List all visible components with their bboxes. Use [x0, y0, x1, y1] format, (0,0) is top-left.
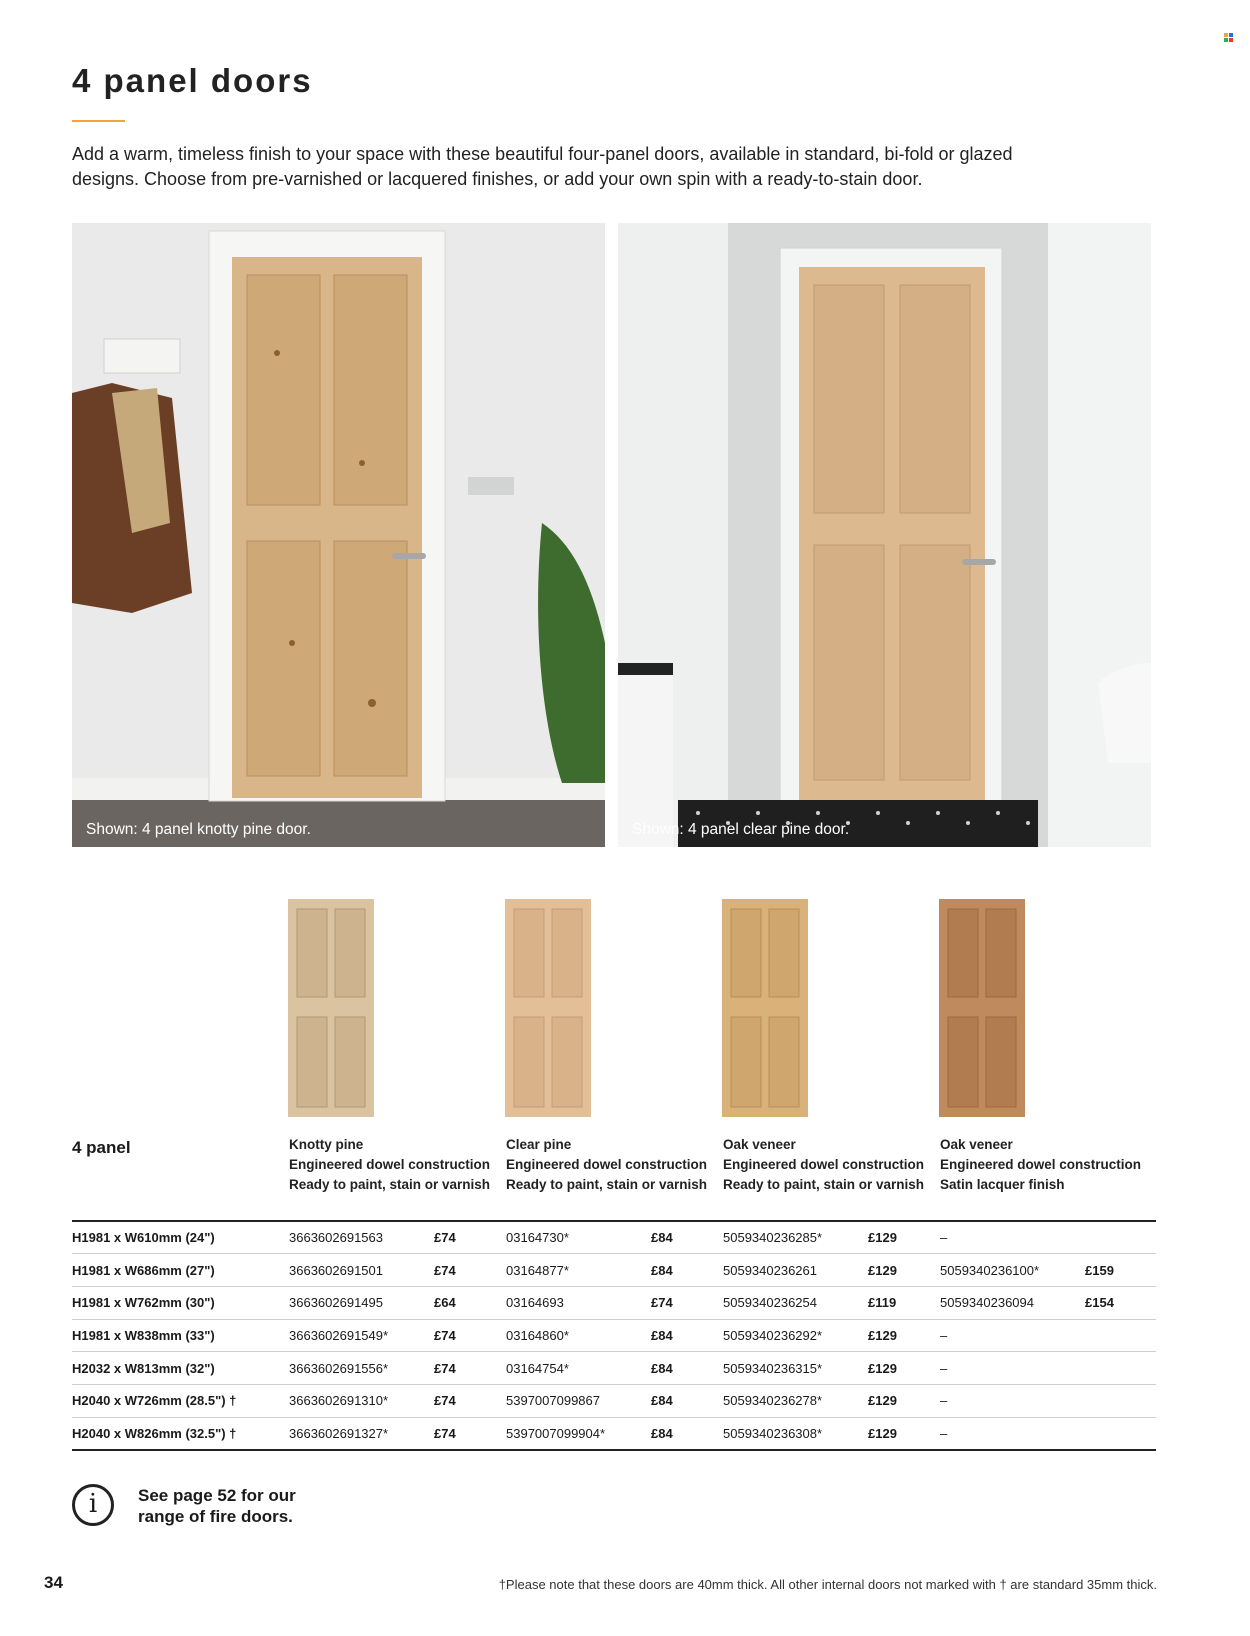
column-header-line: Ready to paint, stain or varnish: [289, 1177, 491, 1192]
price: £64: [434, 1295, 456, 1311]
thickness-footnote: †Please note that these doors are 40mm thick. All other internal doors not marked with † are standard 35mm thick.: [498, 1577, 1157, 1592]
price: £74: [434, 1327, 456, 1343]
price: £129: [868, 1360, 897, 1376]
photo-knotty-pine-door: [72, 223, 605, 847]
column-header-line: Oak veneer: [723, 1137, 796, 1152]
price: £129: [868, 1262, 897, 1278]
logo-square-3: [1224, 38, 1228, 42]
product-code: 5059340236285*: [723, 1230, 823, 1246]
table-row: [72, 1221, 1156, 1254]
product-code: 5059340236254: [723, 1295, 817, 1311]
price: £129: [868, 1327, 897, 1343]
brand-logo: [1224, 33, 1233, 42]
column-header-line: Oak veneer: [940, 1137, 1013, 1152]
product-code: –: [940, 1425, 948, 1441]
photo-caption: Shown: 4 panel clear pine door.: [632, 821, 850, 838]
price: £84: [651, 1393, 673, 1409]
price: £84: [651, 1425, 673, 1441]
price: [1085, 1319, 1156, 1352]
product-code: 3663602691501: [289, 1262, 383, 1278]
product-code: 5397007099867: [506, 1393, 600, 1409]
product-code: 5397007099904*: [506, 1425, 606, 1441]
size-cell: H1981 x W762mm (30"): [72, 1295, 215, 1311]
product-code: 03164877*: [506, 1262, 569, 1278]
swatch-clear-pine: [505, 899, 591, 1117]
column-header-line: Engineered dowel construction: [289, 1157, 491, 1172]
price: £74: [651, 1295, 673, 1311]
logo-square-2: [1229, 33, 1233, 37]
price: £129: [868, 1425, 897, 1441]
column-header-line: Engineered dowel construction: [723, 1157, 925, 1172]
column-header-line: Ready to paint, stain or varnish: [723, 1177, 925, 1192]
fire-doors-note[interactable]: [138, 1485, 296, 1527]
product-code: 3663602691327*: [289, 1425, 389, 1441]
product-code: 5059340236278*: [723, 1393, 823, 1409]
column-header-line: Knotty pine: [289, 1137, 364, 1152]
table-row: [72, 1352, 1156, 1385]
product-code: 03164730*: [506, 1230, 569, 1246]
product-code: 5059340236261: [723, 1262, 817, 1278]
product-code: 5059340236315*: [723, 1360, 823, 1376]
page-title: 4 panel doors: [72, 62, 313, 99]
swatch-oak-veneer: [722, 899, 808, 1117]
table-row: [72, 1286, 1156, 1319]
title-underline: [72, 120, 125, 122]
photo-clear-pine-door: [618, 223, 1151, 847]
photo-caption: Shown: 4 panel knotty pine door.: [86, 821, 311, 838]
product-code: –: [940, 1393, 948, 1409]
price: [1085, 1384, 1156, 1417]
product-code: 5059340236292*: [723, 1327, 823, 1343]
price: £84: [651, 1262, 673, 1278]
size-cell: H1981 x W686mm (27"): [72, 1262, 215, 1278]
column-header-line: Ready to paint, stain or varnish: [506, 1177, 708, 1192]
product-code: 5059340236100*: [940, 1262, 1040, 1278]
page-number: 34: [44, 1573, 63, 1592]
price: £84: [651, 1230, 673, 1246]
column-header-oak-veneer: [723, 1135, 924, 1195]
door-spec-table: [72, 1220, 1156, 1451]
product-code: 03164860*: [506, 1327, 569, 1343]
price: £129: [868, 1393, 897, 1409]
price: [1085, 1417, 1156, 1450]
price: £74: [434, 1425, 456, 1441]
swatch-oak-veneer-lacquered: [939, 899, 1025, 1117]
swatch-knotty-pine: [288, 899, 374, 1117]
price: £84: [651, 1360, 673, 1376]
price: £159: [1085, 1262, 1114, 1278]
price: £74: [434, 1393, 456, 1409]
fire-doors-note-line: range of fire doors.: [138, 1507, 293, 1526]
table-label: 4 panel: [72, 1138, 131, 1157]
product-code: 5059340236308*: [723, 1425, 823, 1441]
product-code: 3663602691549*: [289, 1327, 389, 1343]
table-row: [72, 1384, 1156, 1417]
price: £129: [868, 1230, 897, 1246]
logo-square-4: [1229, 38, 1233, 42]
table-row: [72, 1319, 1156, 1352]
product-code: –: [940, 1230, 948, 1246]
column-header-line: Satin lacquer finish: [940, 1177, 1065, 1192]
column-header-line: Engineered dowel construction: [940, 1157, 1142, 1172]
column-header-clear-pine: [506, 1135, 707, 1195]
size-cell: H1981 x W838mm (33"): [72, 1327, 215, 1343]
price: £74: [434, 1360, 456, 1376]
product-code: 3663602691556*: [289, 1360, 389, 1376]
info-icon: i: [72, 1484, 114, 1526]
price: [1085, 1221, 1156, 1254]
product-code: –: [940, 1360, 948, 1376]
product-code: 03164754*: [506, 1360, 569, 1376]
price: £74: [434, 1230, 456, 1246]
product-code: –: [940, 1327, 948, 1343]
product-code: 3663602691495: [289, 1295, 383, 1311]
product-code: 3663602691563: [289, 1230, 383, 1246]
size-cell: H2040 x W826mm (32.5") †: [72, 1425, 237, 1441]
price: £74: [434, 1262, 456, 1278]
fire-doors-note-line: See page 52 for our: [138, 1486, 296, 1505]
price: £154: [1085, 1295, 1114, 1311]
intro-text: Add a warm, timeless finish to your space with these beautiful four-panel doors, available in standard, bi-fold or glazed designs. Choose from pre-varnished or lacquered finishes, or add your own spin with a ready-to-stain door.: [72, 144, 1013, 189]
product-code: 03164693: [506, 1295, 564, 1311]
price: £84: [651, 1327, 673, 1343]
column-header-line: Clear pine: [506, 1137, 572, 1152]
logo-square-1: [1224, 33, 1228, 37]
column-header-knotty-pine: [289, 1135, 490, 1195]
size-cell: H1981 x W610mm (24"): [72, 1230, 215, 1246]
table-row: [72, 1254, 1156, 1287]
product-code: 3663602691310*: [289, 1393, 389, 1409]
column-header-oak-veneer-lacquered: [940, 1135, 1141, 1195]
column-header-line: Engineered dowel construction: [506, 1157, 708, 1172]
size-cell: H2040 x W726mm (28.5") †: [72, 1393, 237, 1409]
table-row: [72, 1417, 1156, 1450]
price: [1085, 1352, 1156, 1385]
size-cell: H2032 x W813mm (32"): [72, 1360, 215, 1376]
price: £119: [868, 1295, 897, 1311]
product-code: 5059340236094: [940, 1295, 1034, 1311]
